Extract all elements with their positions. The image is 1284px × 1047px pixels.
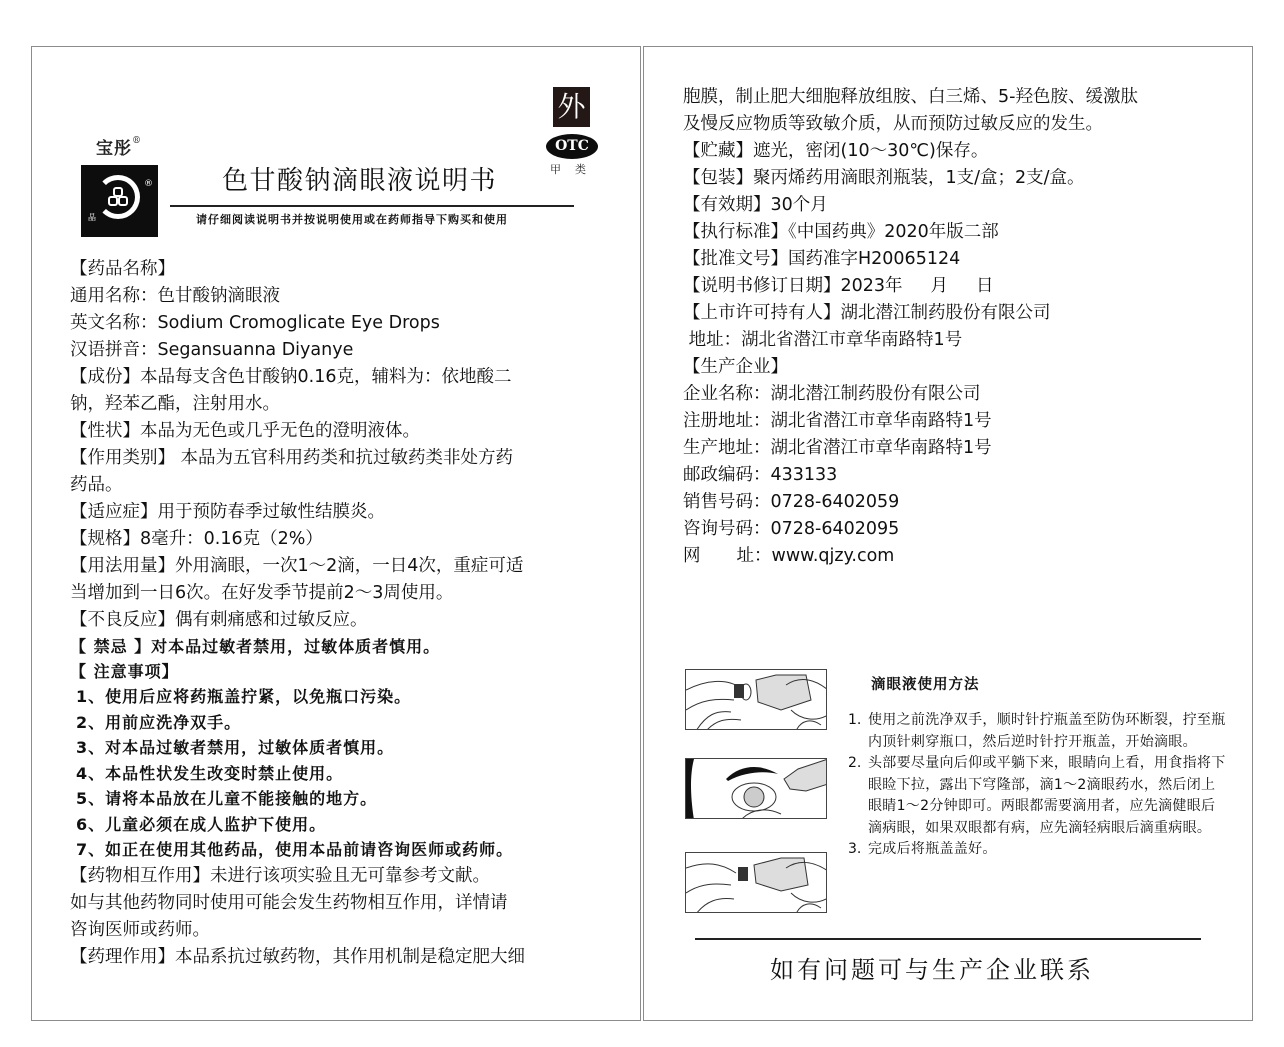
step-number: 1.	[848, 712, 862, 728]
english-name: 英文名称：Sodium Cromoglicate Eye Drops	[70, 313, 440, 333]
step-number: 2.	[848, 755, 862, 771]
dosage: 【用法用量】外用滴眼，一次1～2滴，一日4次，重症可适	[70, 556, 524, 576]
precaution-item: 6、儿童必须在成人监护下使用。	[76, 814, 327, 834]
logo-hex	[118, 196, 128, 206]
revision-month: 月	[930, 276, 949, 296]
drug-interactions-cont: 咨询医师或药师。	[70, 919, 210, 940]
approval-number: 【批准文号】国药准字H20065124	[683, 249, 961, 269]
composition-cont: 钠，羟苯乙酯，注射用水。	[70, 394, 280, 414]
precaution-item: 4、本品性状发生改变时禁止使用。	[76, 763, 344, 783]
contact-notice: 如有问题可与生产企业联系	[770, 956, 1094, 984]
license-holder-address: 地址：湖北省潜江市章华南路特1号	[683, 330, 963, 350]
right-column-text	[683, 84, 1233, 570]
document-subtitle: 请仔细阅读说明书并按说明使用或在药师指导下购买和使用	[196, 213, 508, 226]
precaution-item: 1、使用后应将药瓶盖拧紧，以免瓶口污染。	[76, 687, 412, 706]
sales-phone: 销售号码：0728-6402059	[683, 492, 900, 512]
website-label: 网	[683, 546, 701, 566]
usage-step	[848, 839, 1228, 861]
step-text: 使用之前洗净双手，顺时针拧瓶盖至防伪环断裂，拧至瓶内顶针刺穿瓶口，然后逆时针拧开瓶盖，开始滴眼。	[868, 712, 1226, 750]
step-number: 3.	[848, 841, 862, 857]
revision-date-label: 【说明书修订日期】	[683, 276, 841, 296]
section-heading-manufacturer: 【生产企业】	[683, 357, 788, 377]
dosage-cont: 当增加到一日6次。在好发季节提前2～3周使用。	[70, 583, 454, 603]
step-text: 完成后将瓶盖盖好。	[868, 841, 997, 857]
category-cont: 药品。	[70, 475, 123, 495]
registered-address: 注册地址：湖北省潜江市章华南路特1号	[683, 411, 992, 431]
precaution-item: 3、对本品过敏者禁用，过敏体质者慎用。	[76, 738, 395, 757]
registered-mark: ®	[144, 179, 153, 189]
inquiry-phone: 咨询号码：0728-6402095	[683, 519, 900, 539]
section-heading-precautions: 【 注意事项】	[70, 662, 179, 681]
external-use-badge: 外	[553, 87, 590, 127]
title-divider	[170, 205, 574, 207]
logo-hex	[108, 196, 118, 206]
precaution-item: 7、如正在使用其他药品，使用本品前请咨询医师或药师。	[76, 840, 514, 859]
usage-steps-list	[848, 710, 1228, 861]
contraindications: 【 禁忌 】对本品过敏者禁用，过敏体质者慎用。	[70, 637, 441, 656]
left-column-text	[70, 256, 610, 971]
revision-date	[683, 273, 1233, 300]
storage: 【贮藏】遮光，密闭(10～30℃)保存。	[683, 141, 989, 161]
brand-logo-icon	[81, 165, 158, 237]
document-title: 色甘酸钠滴眼液说明书	[222, 166, 498, 196]
otc-class-label: 甲类	[550, 163, 600, 176]
website	[683, 543, 1233, 570]
shelf-life: 【有效期】30个月	[683, 195, 828, 215]
license-holder: 【上市许可持有人】湖北潜江制药股份有限公司	[683, 303, 1051, 323]
step-text: 头部要尽量向后仰或平躺下来，眼睛向上看，用食指将下眼睑下拉，露出下穹隆部，滴1～2滴眼药水，然后闭上眼睛1～2分钟即可。两眼都需要滴用者，应先滴健眼后滴病眼，如果双眼都有病，应先滴轻病眼后滴重病眼。	[868, 755, 1226, 836]
usage-instructions-title: 滴眼液使用方法	[871, 677, 980, 693]
usage-step	[848, 710, 1228, 753]
drug-interactions: 【药物相互作用】未进行该项实验且无可靠参考文献。	[70, 865, 490, 886]
specification: 【规格】8毫升：0.16克（2%）	[70, 529, 323, 549]
close-cap-illustration-icon	[685, 852, 827, 913]
brand-name: 宝彤®	[96, 136, 142, 159]
usage-step	[848, 753, 1228, 839]
otc-badge: OTC	[546, 134, 598, 159]
appearance: 【性状】本品为无色或几乎无色的澄明液体。	[70, 421, 420, 441]
precaution-item: 5、请将本品放在儿童不能接触的地方。	[76, 789, 378, 808]
logo-mark: 晶	[88, 213, 96, 222]
precaution-item: 2、用前应洗净双手。	[76, 712, 242, 732]
generic-name: 通用名称：色甘酸钠滴眼液	[70, 286, 280, 306]
apply-drop-illustration-icon	[685, 758, 827, 819]
website-label: 址：	[736, 546, 772, 566]
section-heading-drug-name: 【药品名称】	[70, 259, 175, 279]
twist-cap-illustration-icon	[685, 669, 827, 730]
pinyin-name: 汉语拼音：Segansuanna Diyanye	[70, 340, 354, 360]
standard: 【执行标准】《中国药典》2020年版二部	[683, 222, 999, 242]
category: 【作用类别】 本品为五官科用药类和抗过敏药类非处方药	[70, 448, 514, 468]
manufacturer-name: 企业名称：湖北潜江制药股份有限公司	[683, 384, 981, 404]
drug-interactions-cont: 如与其他药物同时使用可能会发生药物相互作用，详情请	[70, 892, 508, 913]
packaging: 【包装】聚丙烯药用滴眼剂瓶装，1支/盒；2支/盒。	[683, 168, 1085, 188]
production-address: 生产地址：湖北省潜江市章华南路特1号	[683, 438, 992, 458]
pharmacology: 【药理作用】本品系抗过敏药物，其作用机制是稳定肥大细	[70, 946, 525, 967]
footer-divider	[695, 938, 1201, 940]
revision-day: 日	[976, 276, 994, 296]
website-link[interactable]: www.qjzy.com	[771, 546, 895, 566]
pharmacology-cont: 及慢反应物质等致敏介质，从而预防过敏反应的发生。	[683, 114, 1103, 134]
pharmacology-cont: 胞膜，制止肥大细胞释放组胺、白三烯、5-羟色胺、缓激肽	[683, 87, 1138, 107]
postal-code: 邮政编码：433133	[683, 465, 838, 485]
composition: 【成份】本品每支含色甘酸钠0.16克，辅料为：依地酸二	[70, 367, 512, 387]
revision-year: 2023年	[840, 276, 903, 296]
indications: 【适应症】用于预防春季过敏性结膜炎。	[70, 502, 385, 522]
adverse-reactions: 【不良反应】偶有刺痛感和过敏反应。	[70, 610, 368, 630]
